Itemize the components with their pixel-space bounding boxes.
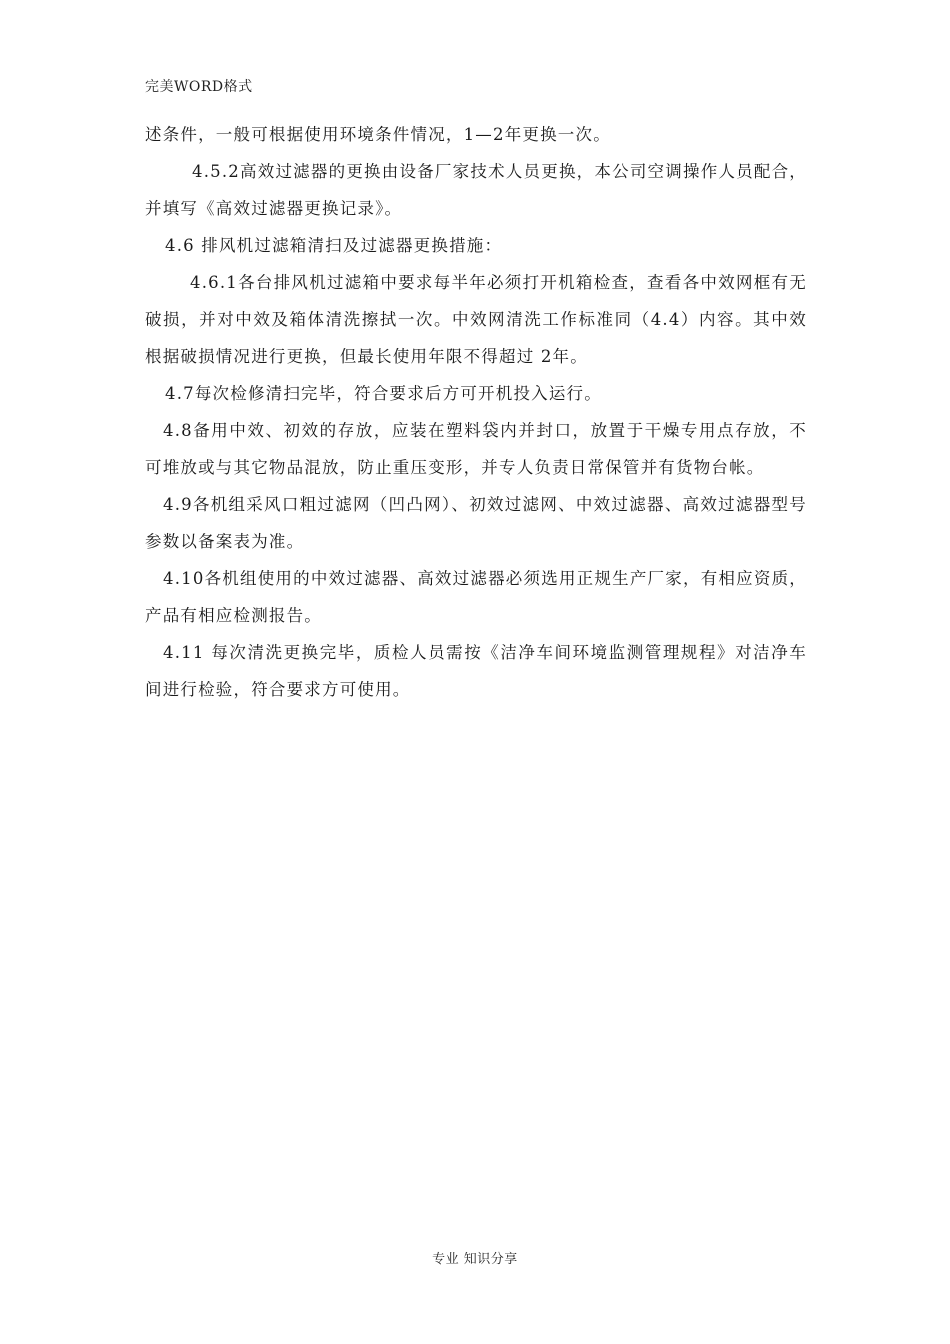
paragraph-4-9: 4.9各机组采风口粗过滤网（凹凸网）、初效过滤网、中效过滤器、高效过滤器型号参数以备案表为准。 xyxy=(145,495,807,551)
page-header: 完美WORD格式 xyxy=(145,79,253,95)
page-footer: 专业 知识分享 xyxy=(432,1252,518,1267)
paragraph-4-7: 4.7每次检修清扫完毕，符合要求后方可开机投入运行。 xyxy=(165,384,602,403)
paragraph-continuation: 述条件，一般可根据使用环境条件情况，1—2年更换一次。 xyxy=(145,125,611,144)
paragraph-4-10: 4.10各机组使用的中效过滤器、高效过滤器必须选用正规生产厂家，有相应资质，产品有相应检测报告。 xyxy=(145,569,807,625)
paragraph-4-6: 4.6 排风机过滤箱清扫及过滤器更换措施： xyxy=(165,236,503,255)
document-body xyxy=(145,116,807,708)
paragraph-4-8: 4.8备用中效、初效的存放，应装在塑料袋内并封口，放置于干燥专用点存放，不可堆放或与其它物品混放，防止重压变形，并专人负责日常保管并有货物台帐。 xyxy=(145,421,807,477)
paragraph-4-5-2: 4.5.2高效过滤器的更换由设备厂家技术人员更换，本公司空调操作人员配合，并填写《高效过滤器更换记录》。 xyxy=(145,162,807,218)
paragraph-4-11: 4.11 每次清洗更换完毕，质检人员需按《洁净车间环境监测管理规程》对洁净车间进行检验，符合要求方可使用。 xyxy=(145,643,807,699)
paragraph-4-6-1: 4.6.1各台排风机过滤箱中要求每半年必须打开机箱检查，查看各中效网框有无破损，并对中效及箱体清洗擦拭一次。中效网清洗工作标准同（4.4）内容。其中效根据破损情况进行更换，但最长使用年限不得超过 2年。 xyxy=(145,273,807,366)
